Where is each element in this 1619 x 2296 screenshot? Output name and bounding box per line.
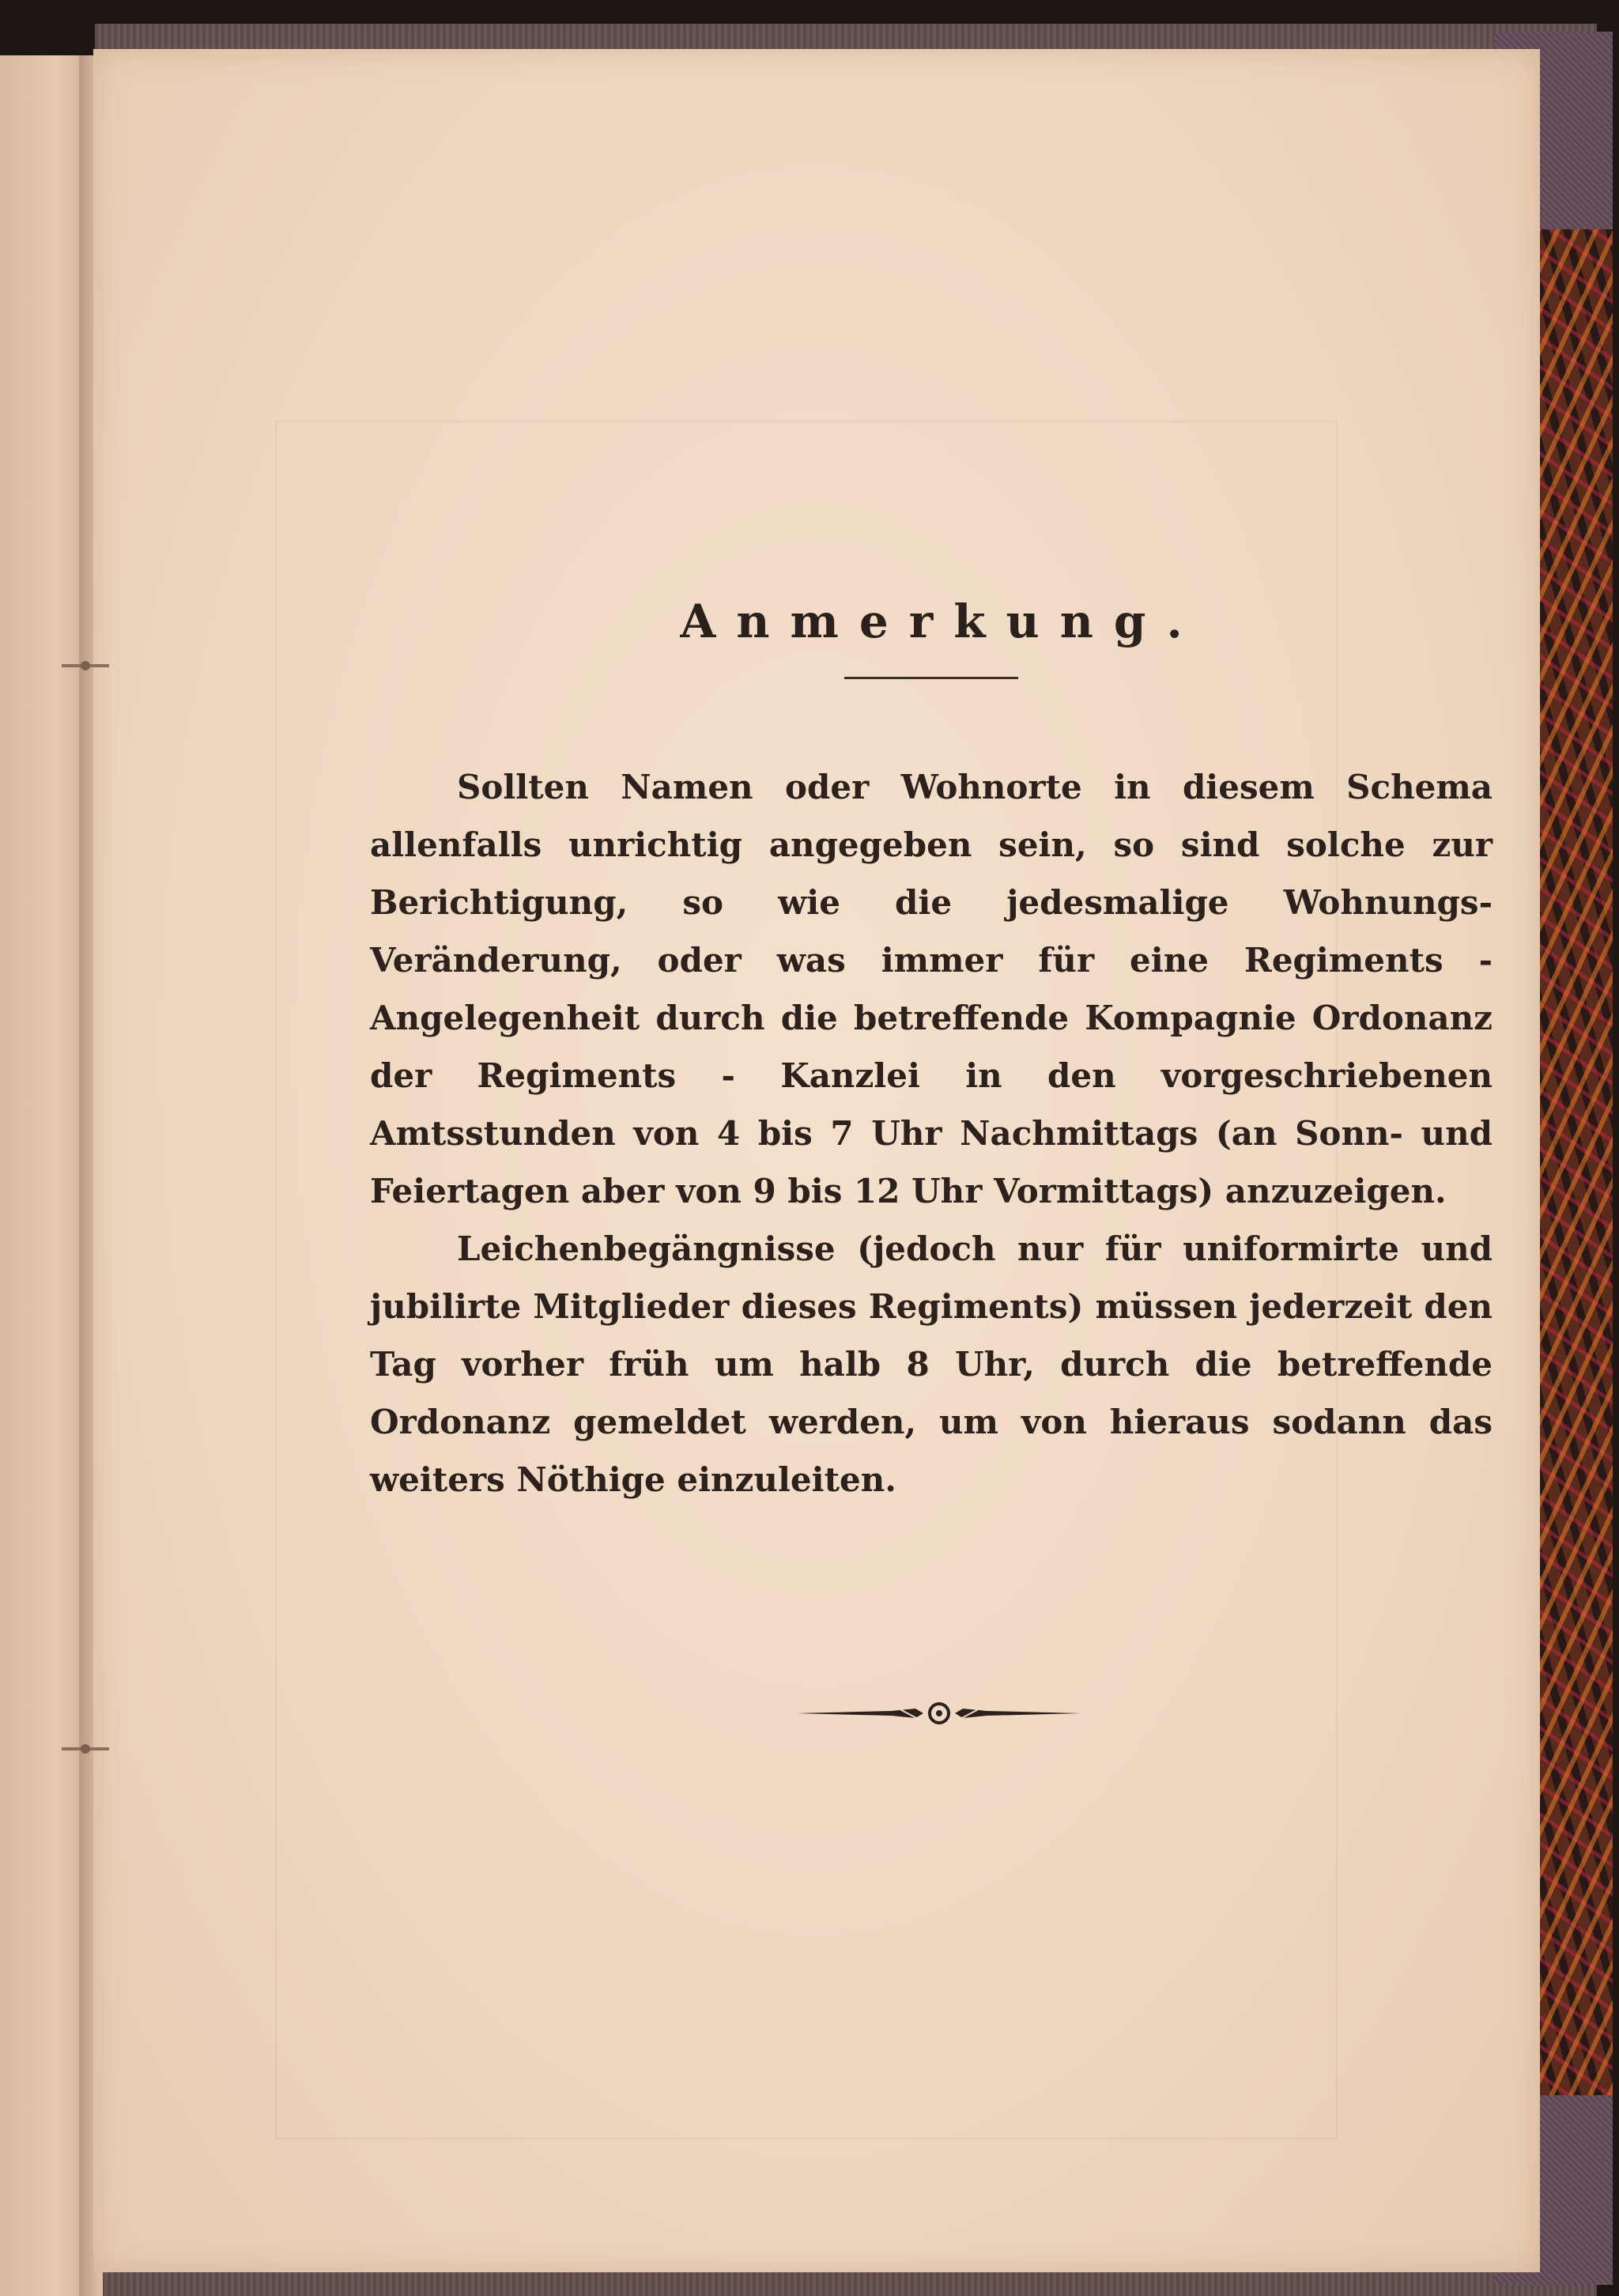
paragraph-1: Sollten Namen oder Wohnorte in diesem Schema allenfalls unrichtig angegeben sein, so sind solche zur Berichtigung, so wie die jedesmalige Wohnungs-Veränderung, oder was immer für eine Regiments - Angelegenheit durch die betreffende Kompagnie Ordonanz der Regiments - Kanzlei in den vorgeschriebenen Amtsstunden von 4 bis 7 Uhr Nachmittags (an Sonn- und Feiertagen aber von 9 bis 12 Uhr Vormittags) anzuzeigen. [370,768,1493,1210]
book-page [93,49,1540,2272]
binding-stitch-icon [62,1741,109,1757]
text-block [370,595,1493,1509]
heading-rule [844,677,1018,679]
decorative-divider-icon [797,1697,1081,1729]
page-heading: Anmerkung. [680,595,1203,648]
paragraph-2: Leichenbegängnisse (jedoch nur für uniformirte und jubilirte Mitglieder dieses Regiments) müssen jederzeit den Tag vorher früh um halb 8 Uhr, durch die betreffende Ordonanz gemeldet werden, um von hieraus sodann das weiters Nöthige einzuleiten. [370,1229,1493,1499]
binding-stitch-icon [62,658,109,674]
